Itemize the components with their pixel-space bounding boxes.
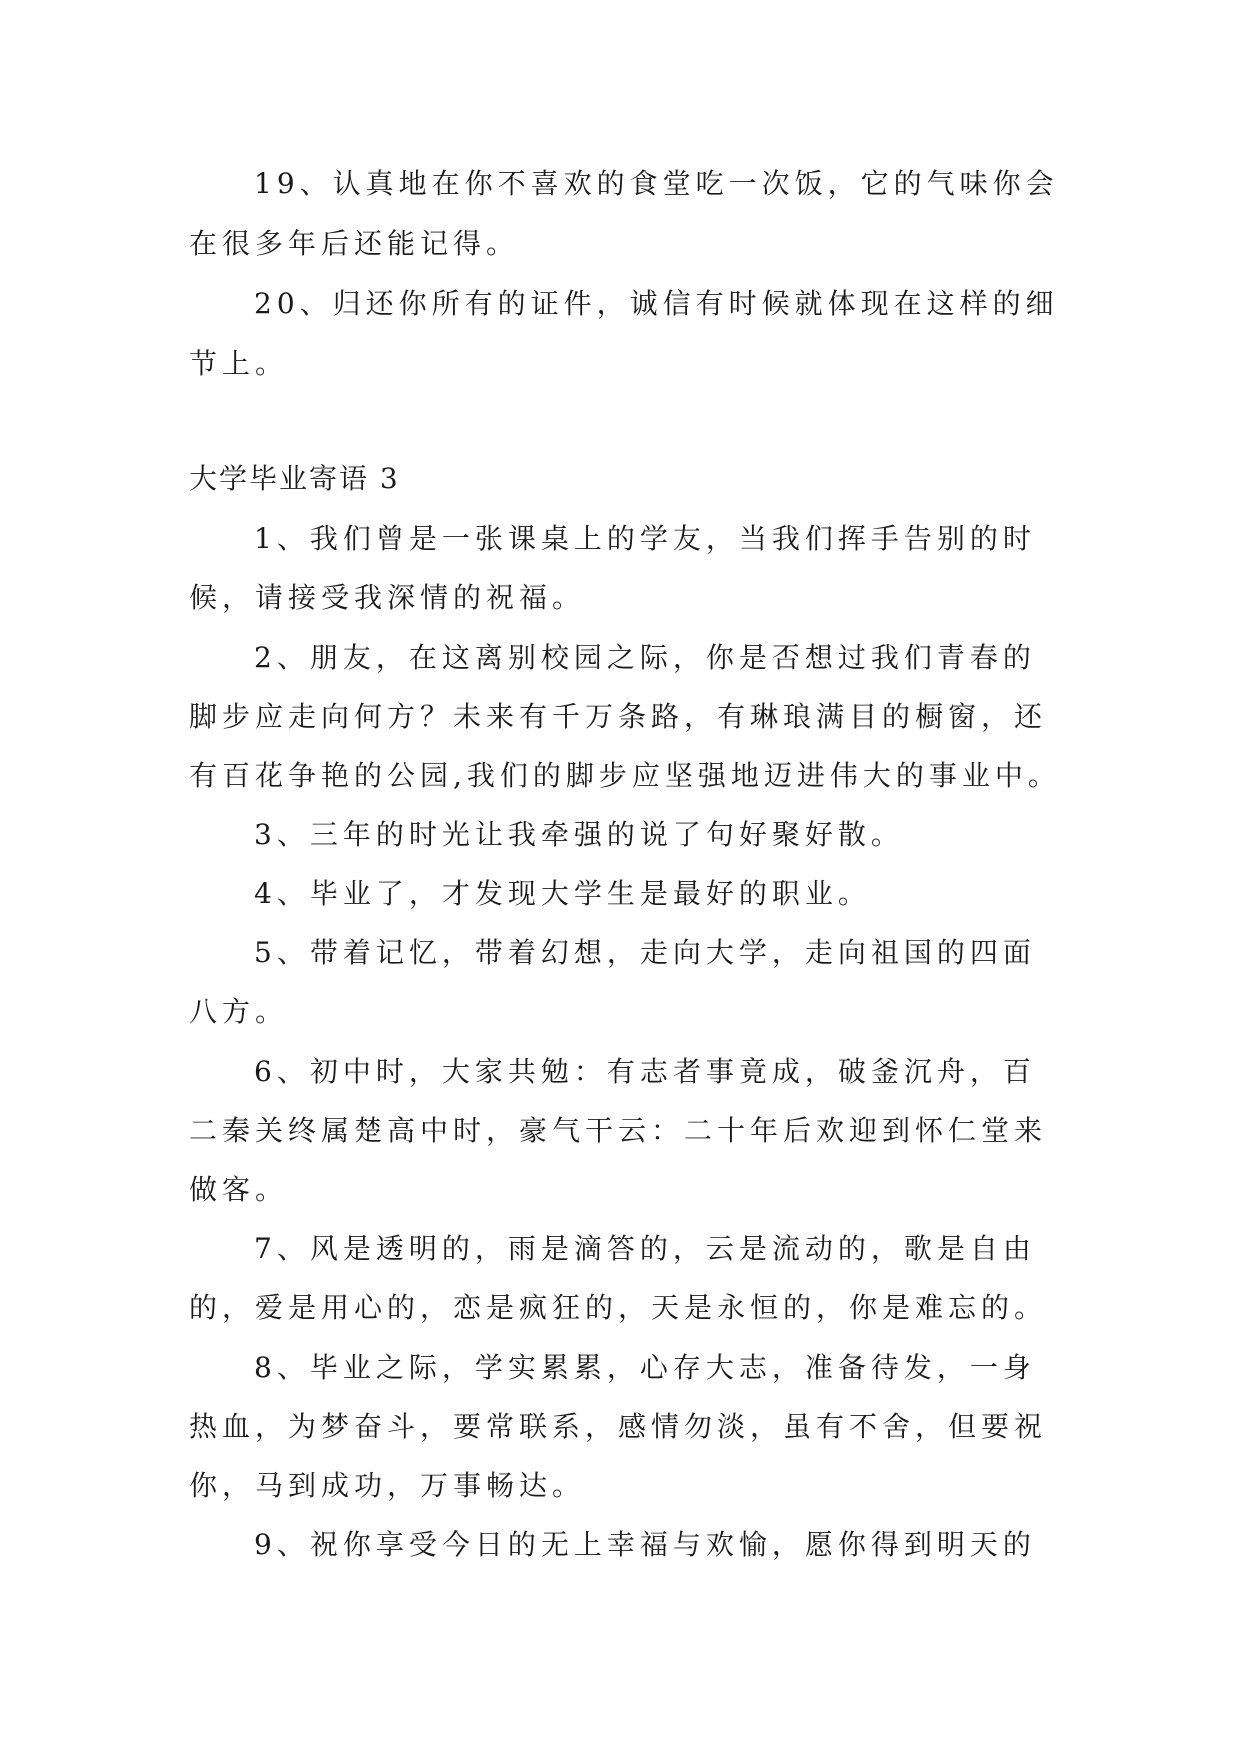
paragraph-line: 节上。 [189, 347, 289, 380]
paragraph-line: 做客。 [189, 1173, 289, 1206]
section-title: 大学毕业寄语 3 [189, 462, 400, 495]
paragraph-line: 7、风是透明的，雨是滴答的，云是流动的，歌是自由 [254, 1232, 1036, 1265]
paragraph-line: 5、带着记忆，带着幻想，走向大学，走向祖国的四面 [254, 936, 1036, 969]
paragraph-line: 热血，为梦奋斗，要常联系，感情勿淡，虽有不舍，但要祝 [189, 1410, 1048, 1443]
paragraph-line: 二秦关终属楚高中时，豪气干云：二十年后欢迎到怀仁堂来 [189, 1114, 1048, 1147]
paragraph-line: 9、祝你享受今日的无上幸福与欢愉，愿你得到明天的 [254, 1528, 1036, 1561]
paragraph-line: 的，爱是用心的，恋是疯狂的，天是永恒的，你是难忘的。 [189, 1291, 1048, 1324]
paragraph-line: 你，马到成功，万事畅达。 [189, 1469, 586, 1502]
paragraph-line: 4、毕业了，才发现大学生是最好的职业。 [254, 877, 871, 910]
paragraph-line: 20、归还你所有的证件，诚信有时候就体现在这样的细 [254, 287, 1059, 320]
paragraph-line: 在很多年后还能记得。 [189, 227, 520, 260]
paragraph-line: 脚步应走向何方？未来有千万条路，有琳琅满目的橱窗，还 [189, 700, 1048, 733]
paragraph-line: 19、认真地在你不喜欢的食堂吃一次饭，它的气味你会 [254, 167, 1059, 200]
paragraph-line: 8、毕业之际，学实累累，心存大志，准备待发，一身 [254, 1351, 1036, 1384]
paragraph-line: 八方。 [189, 995, 289, 1028]
paragraph-line: 1、我们曾是一张课桌上的学友，当我们挥手告别的时 [254, 522, 1036, 555]
paragraph-line: 2、朋友，在这离别校园之际，你是否想过我们青春的 [254, 641, 1036, 674]
paragraph-line: 有百花争艳的公园,我们的脚步应坚强地迈进伟大的事业中。 [189, 759, 1061, 792]
paragraph-line: 6、初中时，大家共勉：有志者事竟成，破釜沉舟，百 [254, 1055, 1036, 1088]
paragraph-line: 3、三年的时光让我牵强的说了句好聚好散。 [254, 818, 904, 851]
paragraph-line: 候，请接受我深情的祝福。 [189, 581, 586, 614]
